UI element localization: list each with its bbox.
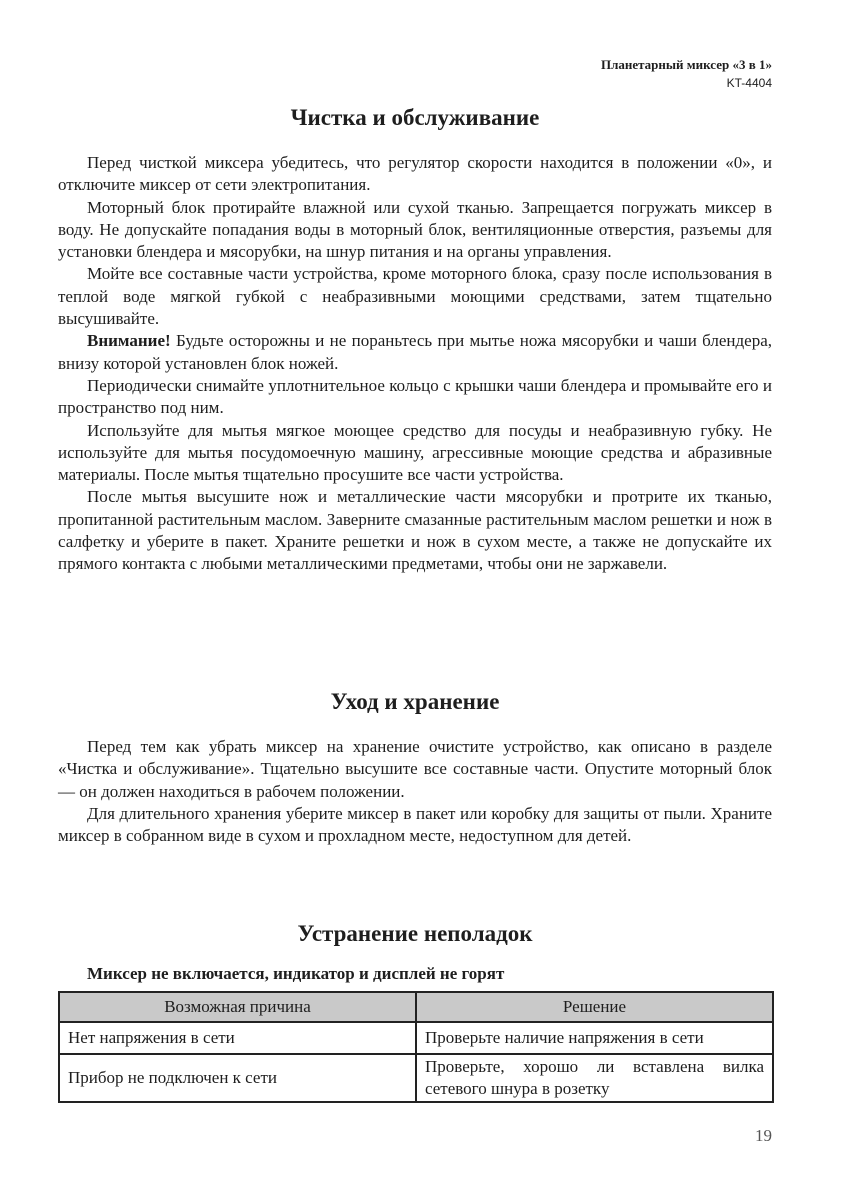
troubleshooting-section [58,920,772,1103]
warning-label: Внимание! [87,331,171,351]
cleaning-paragraph-7: После мытья высушите нож и металлические части мясорубки и протрите их тканью, пропитанной растительным маслом. Заверните смазанные растительным маслом решетки и нож в салфетку и уберите в пакет. Храните решетки и нож в сухом месте, а также не допускайте их прямого контакта с любыми металлическими предметами, чтобы они не заржавели. [58,487,772,574]
model-number: KT-4404 [726,76,772,90]
cleaning-paragraph-5: Периодически снимайте уплотнительное кольцо с крышки чаши блендера и промывайте его и пространство под ним. [58,375,772,418]
cleaning-paragraph-1: Перед чисткой миксера убедитесь, что регулятор скорости находится в положении «0», и отключите миксер от сети электропитания. [58,153,772,195]
column-header-solution: Решение [416,992,773,1022]
storage-section [58,688,772,847]
warning-text: Будьте осторожны и не пораньтесь при мытье ножа мясорубки и чаши блендера, внизу которой установлен блок ножей. [58,331,772,373]
table-row [59,1054,773,1102]
storage-paragraph-1: Перед тем как убрать миксер на хранение очистите устройство, как описано в разделе «Чистка и обслуживание». Тщательно высушите все составные части. Опустите моторный блок — он должен находиться в рабочем положении. [58,737,772,801]
cleaning-title: Чистка и обслуживание [290,105,540,130]
page-header [601,56,772,92]
troubleshooting-title: Устранение неполадок [297,921,533,946]
cleaning-section [58,104,772,576]
cleaning-paragraph-2: Моторный блок протирайте влажной или сухой тканью. Запрещается погружать миксер в воду. Не допускайте попадания воды в моторный блок, вентиляционные отверстия, разъемы для установки блендера и мясорубки, на шнур питания и на органы управления. [58,197,772,262]
cleaning-paragraph-3: Мойте все составные части устройства, кроме моторного блока, сразу после использования в теплой воде мягкой губкой с неабразивными моющими средствами, затем тщательно высушивайте. [58,264,772,329]
solution-cell: Проверьте наличие напряжения в сети [416,1022,773,1054]
problem-heading: Миксер не включается, индикатор и дисплей не горят [87,964,505,983]
cleaning-paragraph-6: Используйте для мытья мягкое моющее средство для посуды и неабразивную губку. Не используйте для мытья посудомоечную машину, агрессивные моющие средства и абразивные материалы. После мытья тщательно просушите все части устройства. [58,420,772,485]
storage-paragraph-2: Для длительного хранения уберите миксер в пакет или коробку для защиты от пыли. Храните миксер в собранном виде в сухом и прохладном месте, недоступном для детей. [58,803,772,846]
storage-title: Уход и хранение [330,689,500,714]
solution-cell: Проверьте, хорошо ли вставлена вилка сетевого шнура в розетку [416,1054,773,1102]
column-header-cause: Возможная причина [59,992,416,1022]
troubleshooting-table [58,991,774,1103]
cause-cell: Нет напряжения в сети [59,1022,416,1054]
table-row [59,1022,773,1054]
product-name: Планетарный миксер «3 в 1» [600,57,772,72]
cleaning-paragraph-warning [58,330,772,375]
cause-cell: Прибор не подключен к сети [59,1054,416,1102]
table-header-row [59,992,773,1022]
page-number: 19 [755,1126,772,1145]
